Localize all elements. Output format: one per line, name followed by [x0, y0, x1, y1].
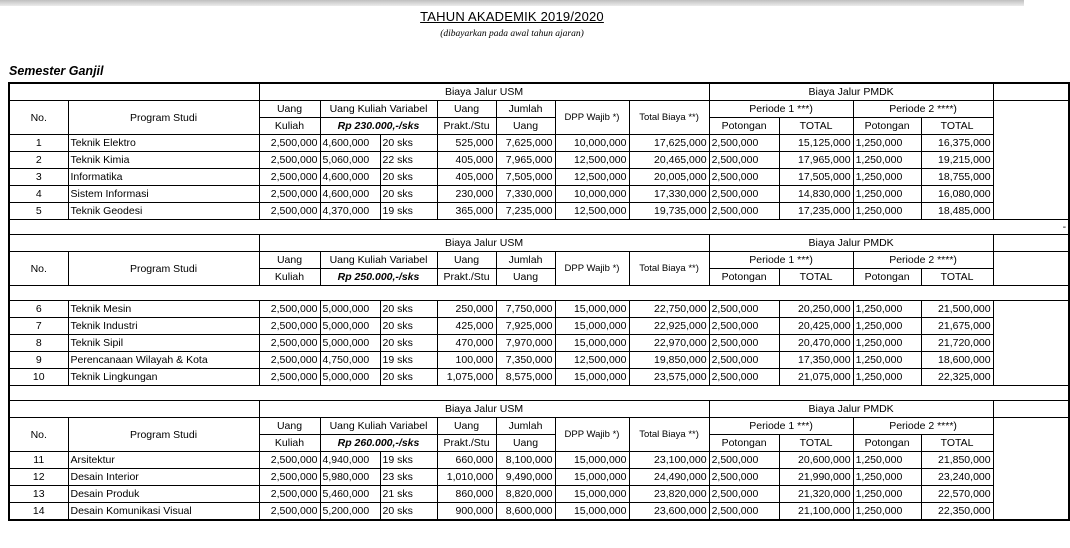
variabel-value: 5,460,000 [320, 486, 380, 503]
praktikum-value: 1,075,000 [437, 369, 496, 386]
p1-total-value: 20,600,000 [779, 452, 853, 469]
pmdk-group-header: Biaya Jalur PMDK [709, 401, 993, 418]
sks-value: 20 sks [380, 369, 437, 386]
jumlah-value: 8,575,000 [496, 369, 555, 386]
p2-total-value: 22,350,000 [921, 503, 993, 521]
section-header-row [9, 401, 1069, 418]
p1-potongan-value: 2,500,000 [709, 452, 779, 469]
jumlah-header: Jumlah [496, 101, 555, 118]
praktikum-value: 250,000 [437, 301, 496, 318]
usm-group-header: Biaya Jalur USM [259, 83, 709, 101]
total-biaya-value: 22,925,000 [629, 318, 709, 335]
periode1-header: Periode 1 ***) [709, 418, 853, 435]
sks-value: 20 sks [380, 318, 437, 335]
p1-potongan-value: 2,500,000 [709, 352, 779, 369]
jumlah-value: 7,970,000 [496, 335, 555, 352]
usm-group-header: Biaya Jalur USM [259, 401, 709, 418]
sks-value: 20 sks [380, 301, 437, 318]
p2-total-value: 21,500,000 [921, 301, 993, 318]
p1-total-header: TOTAL [779, 435, 853, 452]
program-name: Desain Produk [68, 486, 259, 503]
p2-total-value: 21,850,000 [921, 452, 993, 469]
table-row [9, 203, 1069, 220]
dpp-header: DPP Wajib *) [555, 101, 629, 135]
periode2-header: Periode 2 ****) [853, 101, 993, 118]
p1-potongan-value: 2,500,000 [709, 335, 779, 352]
sks-value: 20 sks [380, 503, 437, 521]
program-name: Informatika [68, 169, 259, 186]
p1-potongan-value: 2,500,000 [709, 186, 779, 203]
periode2-header: Periode 2 ****) [853, 252, 993, 269]
total-biaya-header: Total Biaya **) [629, 252, 709, 286]
dpp-value: 15,000,000 [555, 469, 629, 486]
top-edge [0, 0, 1024, 6]
sks-value: 20 sks [380, 169, 437, 186]
praktikum-value: 425,000 [437, 318, 496, 335]
uang-kuliah-header-2: Kuliah [259, 118, 320, 135]
sks-value: 19 sks [380, 203, 437, 220]
blank-cell [993, 83, 1069, 101]
variabel-value: 5,000,000 [320, 318, 380, 335]
p1-total-value: 20,470,000 [779, 335, 853, 352]
jumlah-value: 7,750,000 [496, 301, 555, 318]
total-biaya-value: 22,750,000 [629, 301, 709, 318]
jumlah-value: 7,330,000 [496, 186, 555, 203]
p1-total-header: TOTAL [779, 269, 853, 286]
p1-total-value: 14,830,000 [779, 186, 853, 203]
p2-total-value: 22,325,000 [921, 369, 993, 386]
no-header: No. [9, 101, 68, 135]
dpp-value: 15,000,000 [555, 318, 629, 335]
praktikum-value: 405,000 [437, 152, 496, 169]
dpp-value: 10,000,000 [555, 135, 629, 152]
p2-total-value: 18,755,000 [921, 169, 993, 186]
p1-potongan-value: 2,500,000 [709, 469, 779, 486]
total-biaya-value: 23,100,000 [629, 452, 709, 469]
total-biaya-value: 22,970,000 [629, 335, 709, 352]
program-name: Sistem Informasi [68, 186, 259, 203]
p2-total-value: 19,215,000 [921, 152, 993, 169]
p2-potongan-value: 1,250,000 [853, 486, 921, 503]
table-row [9, 135, 1069, 152]
variabel-value: 4,370,000 [320, 203, 380, 220]
periode2-header: Periode 2 ****) [853, 418, 993, 435]
table-row [9, 369, 1069, 386]
sks-value: 20 sks [380, 135, 437, 152]
program-header: Program Studi [68, 252, 259, 286]
p2-potongan-value: 1,250,000 [853, 452, 921, 469]
program-name: Teknik Sipil [68, 335, 259, 352]
uang-kuliah-value: 2,500,000 [259, 169, 320, 186]
program-name: Desain Komunikasi Visual [68, 503, 259, 521]
program-name: Teknik Lingkungan [68, 369, 259, 386]
total-biaya-value: 23,575,000 [629, 369, 709, 386]
variabel-header: Uang Kuliah Variabel [320, 101, 437, 118]
p1-total-value: 20,425,000 [779, 318, 853, 335]
p1-total-value: 15,125,000 [779, 135, 853, 152]
uang-kuliah-value: 2,500,000 [259, 503, 320, 521]
total-biaya-value: 19,850,000 [629, 352, 709, 369]
blank-cell [9, 83, 259, 101]
table-row [9, 301, 1069, 318]
row-number: 8 [9, 335, 68, 352]
uang-kuliah-value: 2,500,000 [259, 486, 320, 503]
dpp-value: 15,000,000 [555, 486, 629, 503]
p2-total-value: 21,720,000 [921, 335, 993, 352]
p2-potongan-header: Potongan [853, 269, 921, 286]
row-number: 1 [9, 135, 68, 152]
sks-rate: Rp 250.000,-/sks [320, 269, 437, 286]
table-row [9, 352, 1069, 369]
jumlah-value: 7,350,000 [496, 352, 555, 369]
program-name: Teknik Mesin [68, 301, 259, 318]
p2-total-value: 16,375,000 [921, 135, 993, 152]
jumlah-value: 7,235,000 [496, 203, 555, 220]
sks-value: 21 sks [380, 486, 437, 503]
variabel-header: Uang Kuliah Variabel [320, 418, 437, 435]
p1-total-value: 20,250,000 [779, 301, 853, 318]
jumlah-value: 8,820,000 [496, 486, 555, 503]
praktikum-value: 405,000 [437, 169, 496, 186]
no-header: No. [9, 252, 68, 286]
praktikum-value: 365,000 [437, 203, 496, 220]
row-number: 6 [9, 301, 68, 318]
uang-kuliah-value: 2,500,000 [259, 369, 320, 386]
praktikum-header: Uang [437, 101, 496, 118]
sks-value: 20 sks [380, 335, 437, 352]
total-biaya-value: 17,330,000 [629, 186, 709, 203]
table-row [9, 503, 1069, 521]
praktikum-value: 525,000 [437, 135, 496, 152]
p2-total-value: 16,080,000 [921, 186, 993, 203]
p1-total-value: 21,075,000 [779, 369, 853, 386]
total-biaya-value: 23,600,000 [629, 503, 709, 521]
section-header-row [9, 235, 1069, 252]
variabel-value: 4,600,000 [320, 169, 380, 186]
uang-kuliah-value: 2,500,000 [259, 186, 320, 203]
total-biaya-header: Total Biaya **) [629, 418, 709, 452]
row-number: 4 [9, 186, 68, 203]
uang-kuliah-header-2: Kuliah [259, 435, 320, 452]
variabel-value: 5,060,000 [320, 152, 380, 169]
praktikum-header-2: Prakt./Stu [437, 269, 496, 286]
p2-total-value: 22,570,000 [921, 486, 993, 503]
praktikum-value: 1,010,000 [437, 469, 496, 486]
jumlah-header: Jumlah [496, 252, 555, 269]
table-row [9, 335, 1069, 352]
uang-kuliah-header-2: Kuliah [259, 269, 320, 286]
program-name: Teknik Kimia [68, 152, 259, 169]
p2-total-header: TOTAL [921, 118, 993, 135]
sks-value: 23 sks [380, 469, 437, 486]
p2-potongan-value: 1,250,000 [853, 301, 921, 318]
p2-total-value: 18,600,000 [921, 352, 993, 369]
row-number: 2 [9, 152, 68, 169]
variabel-value: 5,000,000 [320, 301, 380, 318]
sks-value: 22 sks [380, 152, 437, 169]
section-header-row [9, 418, 1069, 435]
row-number: 3 [9, 169, 68, 186]
p2-potongan-value: 1,250,000 [853, 186, 921, 203]
p1-potongan-value: 2,500,000 [709, 203, 779, 220]
p2-potongan-value: 1,250,000 [853, 152, 921, 169]
uang-kuliah-value: 2,500,000 [259, 318, 320, 335]
program-name: Teknik Industri [68, 318, 259, 335]
p1-potongan-header: Potongan [709, 269, 779, 286]
praktikum-header-2: Prakt./Stu [437, 435, 496, 452]
variabel-value: 5,200,000 [320, 503, 380, 521]
dpp-header: DPP Wajib *) [555, 418, 629, 452]
periode1-header: Periode 1 ***) [709, 252, 853, 269]
no-header: No. [9, 418, 68, 452]
blank-cell [9, 401, 259, 418]
praktikum-value: 230,000 [437, 186, 496, 203]
dpp-value: 15,000,000 [555, 335, 629, 352]
uang-kuliah-value: 2,500,000 [259, 352, 320, 369]
program-name: Arsitektur [68, 452, 259, 469]
praktikum-value: 860,000 [437, 486, 496, 503]
sks-value: 19 sks [380, 352, 437, 369]
p2-potongan-header: Potongan [853, 435, 921, 452]
blank-cell [993, 235, 1069, 252]
spacer-row [9, 220, 1069, 235]
row-number: 9 [9, 352, 68, 369]
blank-cell [993, 401, 1069, 418]
sks-value: 20 sks [380, 186, 437, 203]
jumlah-header-2: Uang [496, 269, 555, 286]
jumlah-value: 7,625,000 [496, 135, 555, 152]
row-number: 14 [9, 503, 68, 521]
p1-total-value: 17,235,000 [779, 203, 853, 220]
dpp-value: 12,500,000 [555, 169, 629, 186]
spacer-row [9, 386, 1069, 401]
table-row [9, 152, 1069, 169]
uang-kuliah-value: 2,500,000 [259, 469, 320, 486]
program-header: Program Studi [68, 101, 259, 135]
total-biaya-value: 20,465,000 [629, 152, 709, 169]
dpp-header: DPP Wajib *) [555, 252, 629, 286]
jumlah-header-2: Uang [496, 118, 555, 135]
variabel-value: 4,750,000 [320, 352, 380, 369]
variabel-value: 5,000,000 [320, 335, 380, 352]
fee-table [8, 82, 1070, 521]
variabel-header: Uang Kuliah Variabel [320, 252, 437, 269]
table-row [9, 169, 1069, 186]
p2-total-value: 23,240,000 [921, 469, 993, 486]
periode1-header: Periode 1 ***) [709, 101, 853, 118]
total-biaya-value: 17,625,000 [629, 135, 709, 152]
variabel-value: 4,940,000 [320, 452, 380, 469]
total-biaya-header: Total Biaya **) [629, 101, 709, 135]
row-number: 11 [9, 452, 68, 469]
dpp-value: 15,000,000 [555, 301, 629, 318]
blank-cell [9, 235, 259, 252]
uang-kuliah-value: 2,500,000 [259, 203, 320, 220]
p1-potongan-value: 2,500,000 [709, 318, 779, 335]
uang-kuliah-value: 2,500,000 [259, 135, 320, 152]
dash-mark: - [993, 220, 1069, 235]
table-row [9, 452, 1069, 469]
p1-total-value: 17,505,000 [779, 169, 853, 186]
page-title: TAHUN AKADEMIK 2019/2020 [420, 9, 604, 24]
p2-total-header: TOTAL [921, 269, 993, 286]
table-row [9, 469, 1069, 486]
sks-value: 19 sks [380, 452, 437, 469]
p1-total-value: 17,350,000 [779, 352, 853, 369]
jumlah-value: 8,100,000 [496, 452, 555, 469]
uang-kuliah-header: Uang [259, 418, 320, 435]
program-name: Desain Interior [68, 469, 259, 486]
variabel-value: 5,000,000 [320, 369, 380, 386]
table-row [9, 186, 1069, 203]
p1-potongan-value: 2,500,000 [709, 301, 779, 318]
row-number: 12 [9, 469, 68, 486]
praktikum-header: Uang [437, 252, 496, 269]
section-header-row [9, 83, 1069, 101]
total-biaya-value: 19,735,000 [629, 203, 709, 220]
p1-potongan-header: Potongan [709, 118, 779, 135]
dpp-value: 12,500,000 [555, 352, 629, 369]
variabel-value: 4,600,000 [320, 135, 380, 152]
jumlah-value: 9,490,000 [496, 469, 555, 486]
dpp-value: 12,500,000 [555, 152, 629, 169]
section-header-row [9, 252, 1069, 269]
uang-kuliah-value: 2,500,000 [259, 452, 320, 469]
uang-kuliah-header: Uang [259, 101, 320, 118]
dpp-value: 10,000,000 [555, 186, 629, 203]
table-row [9, 318, 1069, 335]
jumlah-value: 7,925,000 [496, 318, 555, 335]
p2-potongan-value: 1,250,000 [853, 203, 921, 220]
jumlah-value: 7,965,000 [496, 152, 555, 169]
sks-rate: Rp 260.000,-/sks [320, 435, 437, 452]
p1-total-value: 21,100,000 [779, 503, 853, 521]
p1-potongan-value: 2,500,000 [709, 486, 779, 503]
program-header: Program Studi [68, 418, 259, 452]
p1-potongan-value: 2,500,000 [709, 135, 779, 152]
program-name: Teknik Geodesi [68, 203, 259, 220]
p1-total-value: 21,990,000 [779, 469, 853, 486]
pmdk-group-header: Biaya Jalur PMDK [709, 83, 993, 101]
variabel-value: 4,600,000 [320, 186, 380, 203]
p2-potongan-value: 1,250,000 [853, 503, 921, 521]
jumlah-header: Jumlah [496, 418, 555, 435]
uang-kuliah-value: 2,500,000 [259, 335, 320, 352]
p1-total-header: TOTAL [779, 118, 853, 135]
total-biaya-value: 24,490,000 [629, 469, 709, 486]
p2-potongan-value: 1,250,000 [853, 135, 921, 152]
variabel-value: 5,980,000 [320, 469, 380, 486]
praktikum-value: 660,000 [437, 452, 496, 469]
total-biaya-value: 23,820,000 [629, 486, 709, 503]
row-number: 5 [9, 203, 68, 220]
p2-potongan-value: 1,250,000 [853, 469, 921, 486]
jumlah-header-2: Uang [496, 435, 555, 452]
praktikum-value: 100,000 [437, 352, 496, 369]
p2-potongan-value: 1,250,000 [853, 352, 921, 369]
usm-group-header: Biaya Jalur USM [259, 235, 709, 252]
praktikum-header: Uang [437, 418, 496, 435]
p2-potongan-header: Potongan [853, 118, 921, 135]
jumlah-value: 7,505,000 [496, 169, 555, 186]
p1-potongan-value: 2,500,000 [709, 369, 779, 386]
table-row [9, 486, 1069, 503]
p2-potongan-value: 1,250,000 [853, 335, 921, 352]
p1-potongan-value: 2,500,000 [709, 169, 779, 186]
p2-total-value: 18,485,000 [921, 203, 993, 220]
uang-kuliah-header: Uang [259, 252, 320, 269]
p1-potongan-value: 2,500,000 [709, 503, 779, 521]
pmdk-group-header: Biaya Jalur PMDK [709, 235, 993, 252]
p2-total-header: TOTAL [921, 435, 993, 452]
dpp-value: 15,000,000 [555, 452, 629, 469]
total-biaya-value: 20,005,000 [629, 169, 709, 186]
p2-potongan-value: 1,250,000 [853, 369, 921, 386]
p2-total-value: 21,675,000 [921, 318, 993, 335]
praktikum-value: 470,000 [437, 335, 496, 352]
dpp-value: 15,000,000 [555, 369, 629, 386]
p1-potongan-header: Potongan [709, 435, 779, 452]
uang-kuliah-value: 2,500,000 [259, 152, 320, 169]
program-name: Teknik Elektro [68, 135, 259, 152]
section-header-row [9, 101, 1069, 118]
p1-total-value: 21,320,000 [779, 486, 853, 503]
praktikum-value: 900,000 [437, 503, 496, 521]
p1-potongan-value: 2,500,000 [709, 152, 779, 169]
semester-heading: Semester Ganjil [9, 64, 104, 78]
p2-potongan-value: 1,250,000 [853, 169, 921, 186]
page-subtitle: (dibayarkan pada awal tahun ajaran) [440, 29, 584, 39]
praktikum-header-2: Prakt./Stu [437, 118, 496, 135]
uang-kuliah-value: 2,500,000 [259, 301, 320, 318]
sks-rate: Rp 230.000,-/sks [320, 118, 437, 135]
dpp-value: 15,000,000 [555, 503, 629, 521]
p2-potongan-value: 1,250,000 [853, 318, 921, 335]
p1-total-value: 17,965,000 [779, 152, 853, 169]
row-number: 13 [9, 486, 68, 503]
spacer-row [9, 286, 1069, 301]
dpp-value: 12,500,000 [555, 203, 629, 220]
jumlah-value: 8,600,000 [496, 503, 555, 521]
row-number: 7 [9, 318, 68, 335]
row-number: 10 [9, 369, 68, 386]
program-name: Perencanaan Wilayah & Kota [68, 352, 259, 369]
